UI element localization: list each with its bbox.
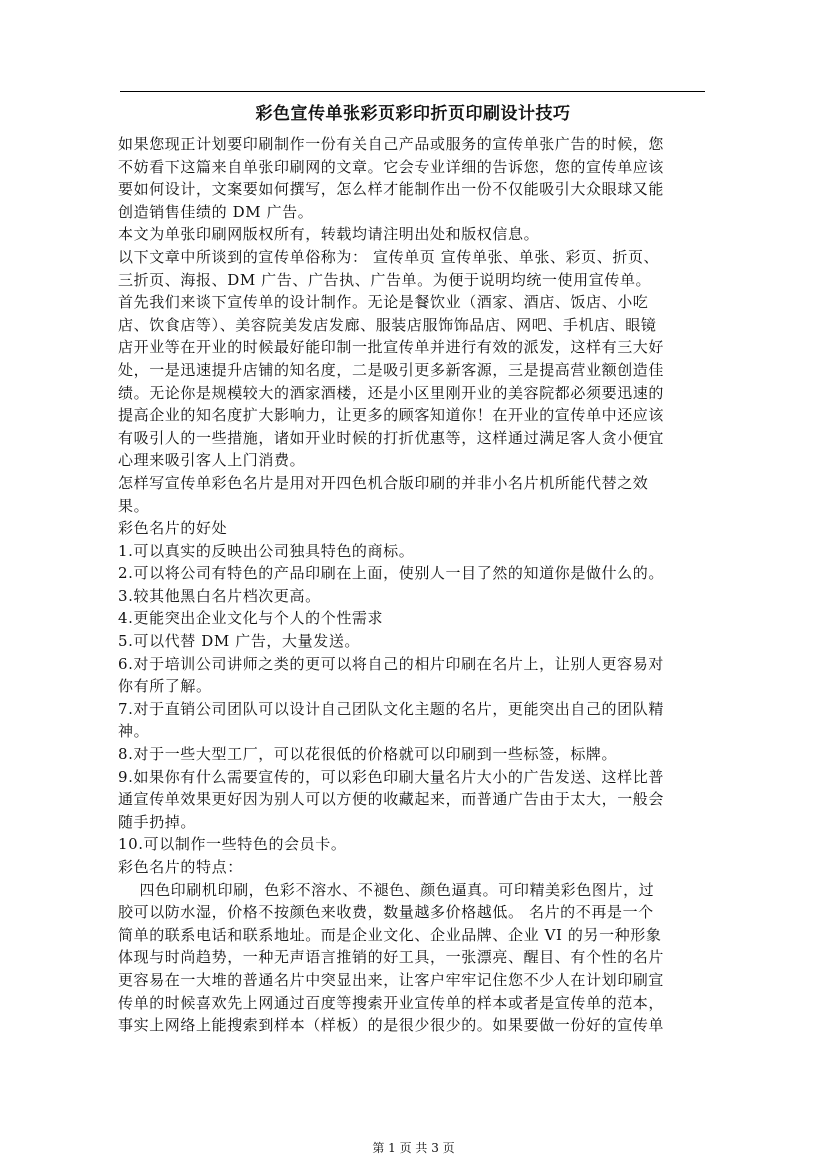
body-line: 绩。无论你是规模较大的酒家酒楼，还是小区里刚开业的美容院都必须要迅速的 [118,383,665,402]
body-line: 彩色名片的好处 [118,519,228,538]
body-line: 店开业等在开业的时候最好能印制一批宣传单并进行有效的派发，这样有三大好 [118,338,665,357]
body-line: 8.对于一些大型工厂，可以花很低的价格就可以印刷到一些标签，标牌。 [118,745,618,764]
body-line: 如果您现正计划要印刷制作一份有关自己产品或服务的宣传单张广告的时候，您 [118,135,665,153]
body-line: 事实上网络上能搜索到样本（样板）的是很少很少的。如果要做一份好的宣传单 [118,1016,665,1035]
body-line: 随手扔掉。 [118,812,197,831]
page-footer: 第 1 页 共 3 页 [372,1141,455,1155]
body-line: 你有所了解。 [118,677,212,696]
body-line: 3.较其他黑白名片档次更高。 [118,586,321,605]
body-line: 通宣传单效果更好因为别人可以方便的收藏起来，而普通广告由于太大，一般会 [118,790,665,809]
body-line: 5.可以代替 DM 广告，大量发送。 [118,632,361,651]
body-line: 1.可以真实的反映出公司独具特色的商标。 [118,541,415,560]
body-line: 4.更能突出企业文化与个人的个性需求 [118,609,384,628]
body-line: 更容易在一大堆的普通名片中突显出来，让客户牢牢记住您不少人在计划印刷宣 [118,970,665,989]
body-line: 7.对于直销公司团队可以设计自己团队文化主题的名片，更能突出自己的团队精 [118,699,664,718]
body-line: 简单的联系电话和联系地址。而是企业文化、企业品牌、企业 VI 的另一种形象 [118,925,662,944]
body-line: 胶可以防水湿，价格不按颜色来收费，数量越多价格越低。 名片的不再是一个 [118,903,654,922]
body-line: 心理来吸引客人上门消费。 [118,451,306,470]
body-line: 2.可以将公司有特色的产品印刷在上面，使别人一目了然的知道你是做什么的。 [118,564,664,583]
body-line: 怎样写宣传单彩色名片是用对开四色机合版印刷的并非小名片机所能代替之效 [118,473,649,492]
body-line: 提高企业的知名度扩大影响力，让更多的顾客知道你！在开业的宣传单中还应该 [118,406,665,425]
body-line: 6.对于培训公司讲师之类的更可以将自己的相片印刷在名片上，让别人更容易对 [118,654,664,673]
body-line: 三折页、海报、DM 广告、广告执、广告单。为便于说明均统一使用宣传单。 [118,270,652,289]
body-line: 处，一是迅速提升店铺的知名度，二是吸引更多新客源，三是提高营业额创造佳 [118,360,665,379]
header-rule [120,91,705,92]
body-line: 10.可以制作一些特色的会员卡。 [118,835,347,854]
body-line: 体现与时尚趋势，一种无声语言推销的好工具，一张漂亮、醒目、有个性的名片 [118,948,665,967]
document-title: 彩色宣传单张彩页彩印折页印刷设计技巧 [255,104,571,124]
body-line: 店、饮食店等）、美容院美发店发廊、服装店服饰饰品店、网吧、手机店、眼镜 [118,315,657,334]
body-line: 9.如果你有什么需要宣传的，可以彩色印刷大量名片大小的广告发送、这样比普 [118,767,664,786]
body-line: 传单的时候喜欢先上网通过百度等搜索开业宣传单的样本或者是宣传单的范本， [118,993,665,1012]
body-line: 果。 [118,496,150,515]
body-line: 要如何设计，文案要如何撰写，怎么样才能制作出一份不仅能吸引大众眼球又能 [118,180,665,199]
document-body [118,133,710,1037]
body-line: 四色印刷机印刷，色彩不溶水、不褪色、颜色逼真。可印精美彩色图片，过 [118,880,655,899]
body-line: 以下文章中所谈到的宣传单俗称为： 宣传单页 宣传单张、单张、彩页、折页、 [118,247,660,266]
body-line: 不妨看下这篇来自单张印刷网的文章。它会专业详细的告诉您，您的宣传单应该 [118,157,665,176]
body-line: 创造销售佳绩的 DM 广告。 [118,202,314,221]
body-line: 首先我们来谈下宣传单的设计制作。无论是餐饮业（酒家、酒店、饭店、小吃 [118,293,649,312]
body-line: 有吸引人的一些措施，诸如开业时候的打折优惠等，这样通过满足客人贪小便宜 [118,428,665,447]
body-line: 神。 [118,722,150,741]
body-line: 本文为单张印刷网版权所有，转载均请注明出处和版权信息。 [118,225,540,244]
body-line: 彩色名片的特点： [118,858,243,876]
